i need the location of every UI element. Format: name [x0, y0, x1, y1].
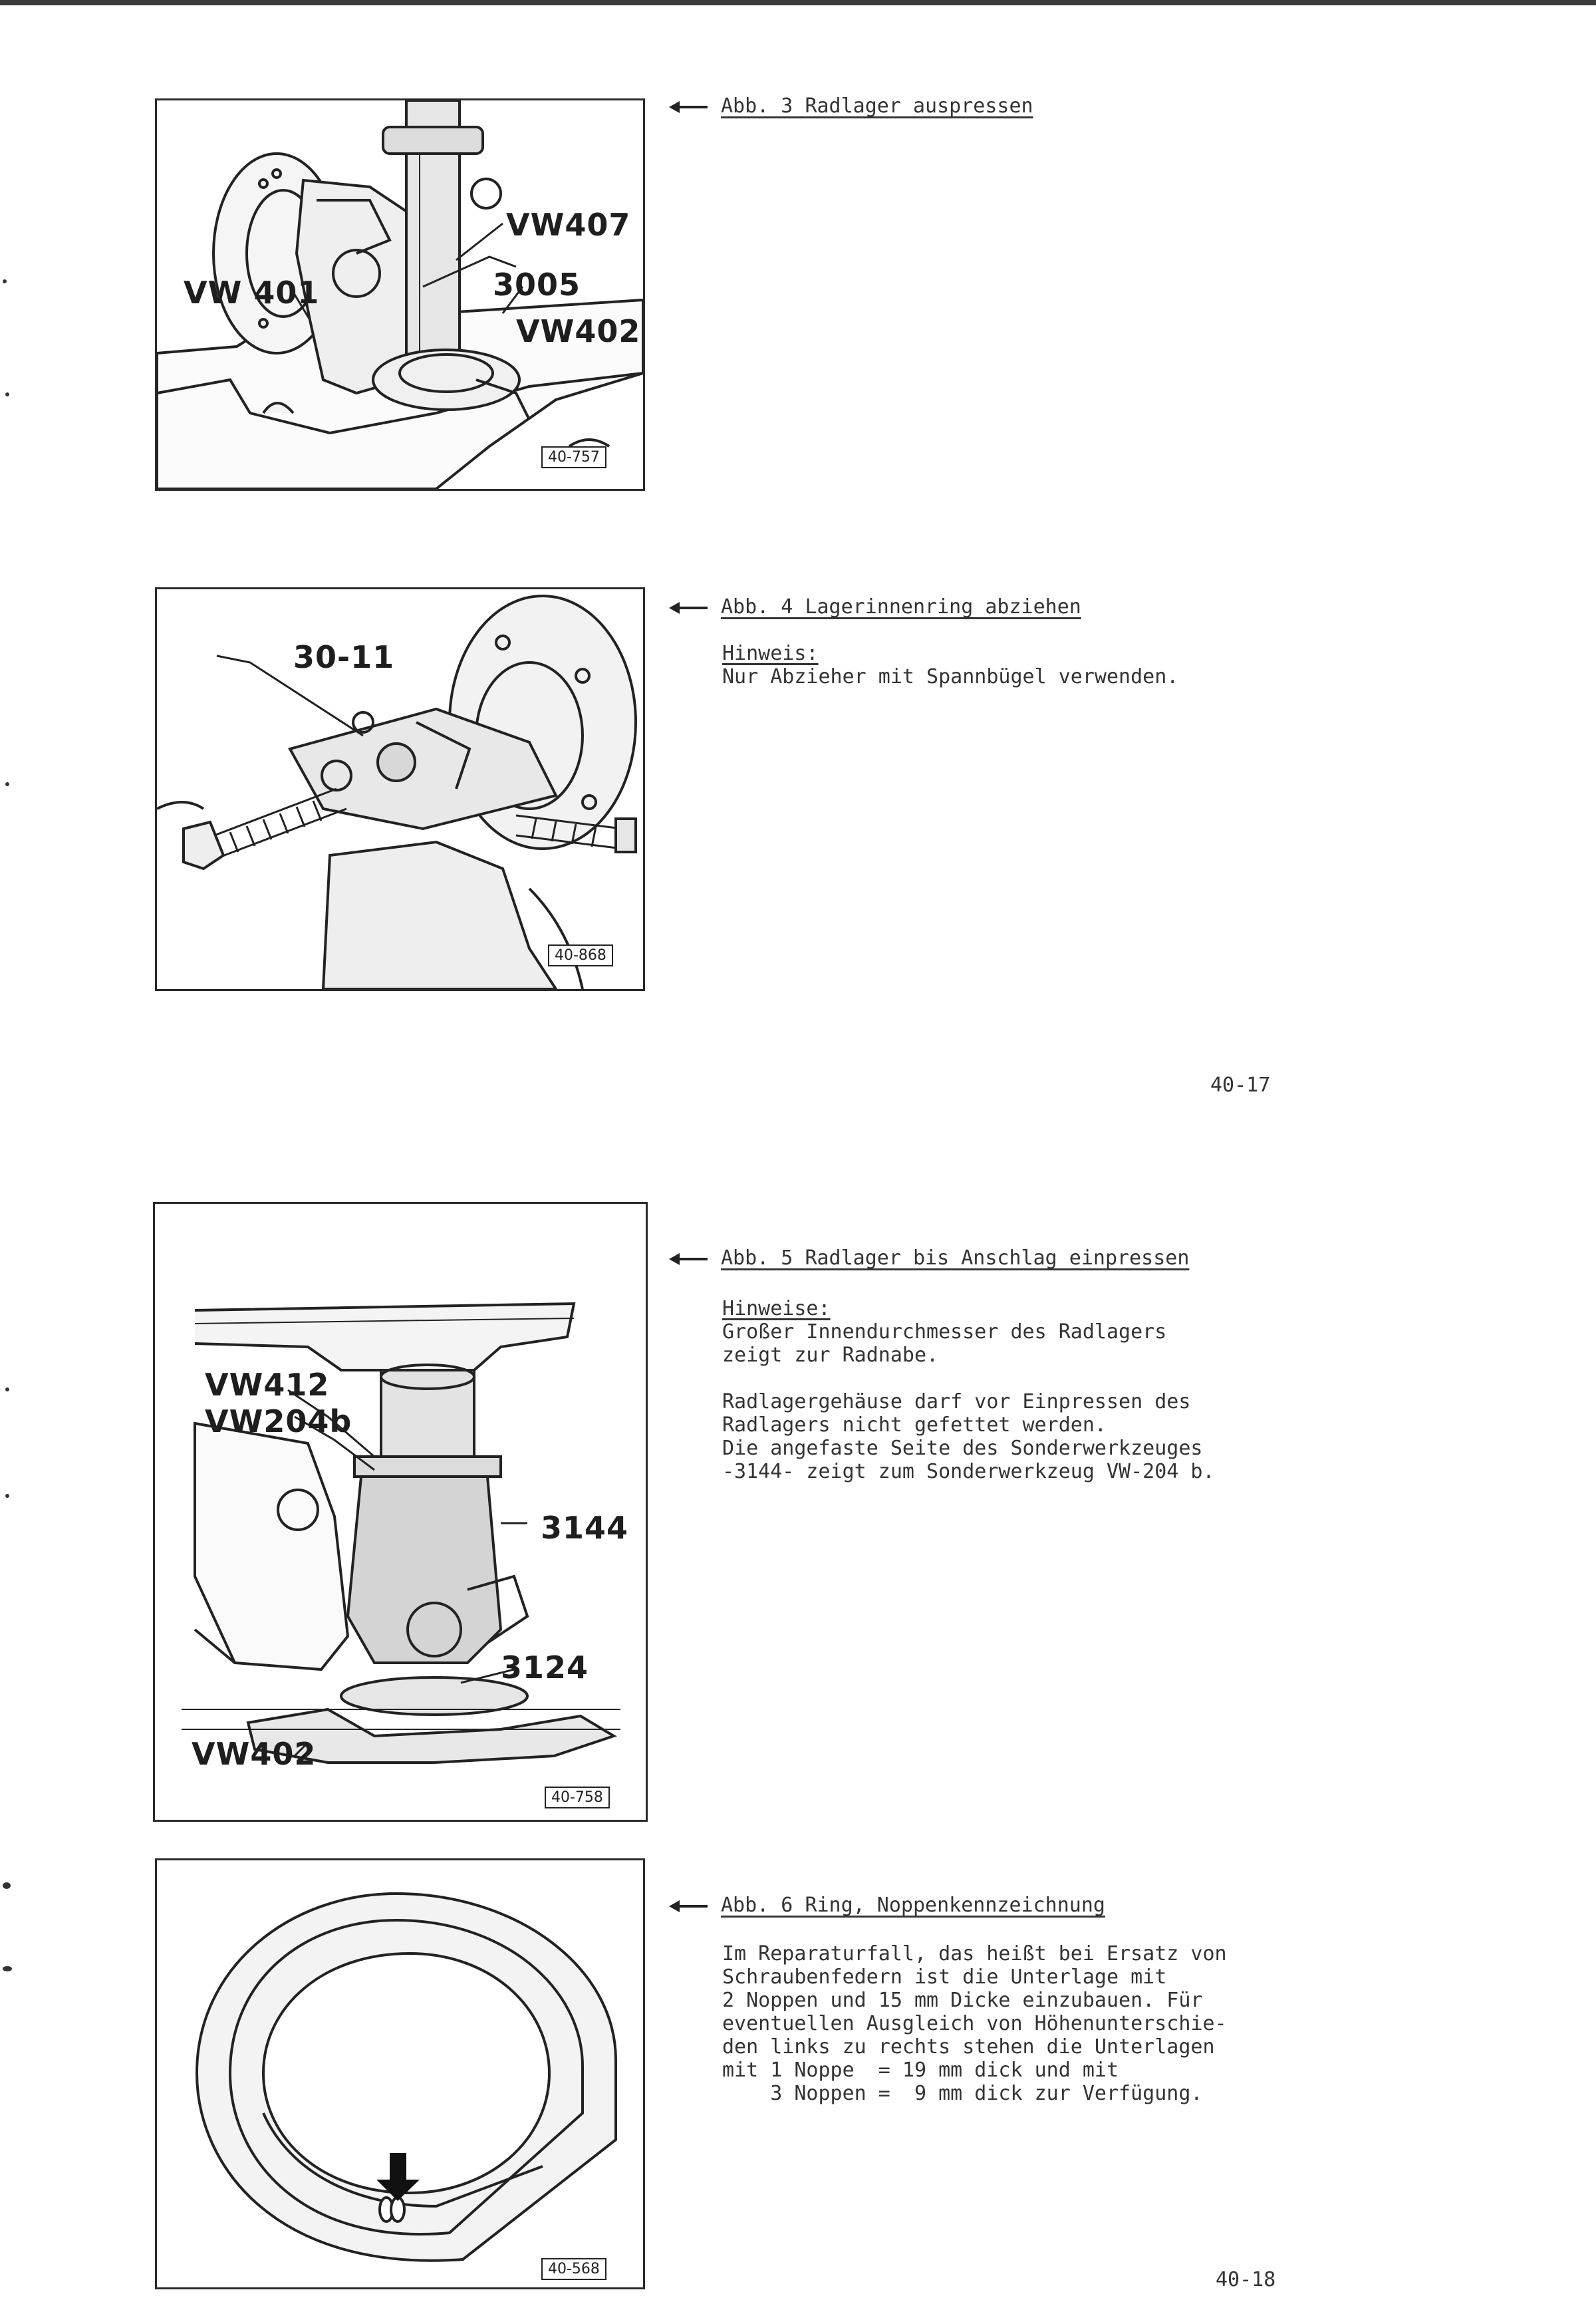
caption-abb-5: Abb. 5 Radlager bis Anschlag einpressen	[677, 1246, 1189, 1270]
callout-vw412: VW412	[205, 1367, 330, 1403]
pointer-arrow-icon	[677, 1258, 708, 1260]
note-text: Nur Abzieher mit Spannbügel verwenden.	[722, 665, 1179, 688]
pointer-arrow-icon	[677, 1905, 708, 1908]
callout-vw402: VW402	[516, 313, 641, 349]
caption-abb-6: Abb. 6 Ring, Noppenkennzeichnung	[677, 1894, 1105, 1917]
page-number: 40-17	[1210, 1074, 1271, 1097]
callout-vw407: VW407	[506, 207, 631, 243]
figure-radlager-auspressen	[155, 98, 645, 491]
scan-speck	[5, 782, 9, 786]
callout-vw402: VW402	[192, 1736, 317, 1772]
caption-abb-4: Abb. 4 Lagerinnenring abziehen	[677, 595, 1081, 619]
figure-number: 40-868	[548, 944, 613, 966]
callout-3124: 3124	[501, 1650, 589, 1685]
pointer-arrow-icon	[677, 607, 708, 609]
figure-radlager-einpressen	[153, 1202, 648, 1822]
callout-3144: 3144	[541, 1510, 629, 1546]
scan-speck	[5, 392, 9, 396]
figure-number: 40-758	[545, 1787, 610, 1808]
scan-speck	[3, 279, 7, 283]
figure-number: 40-757	[541, 446, 606, 468]
figure-number: 40-568	[541, 2258, 606, 2280]
scan-speck	[5, 1387, 9, 1391]
pointer-arrow-icon	[677, 106, 708, 108]
note-heading: Hinweis:	[722, 642, 819, 665]
callout-3005: 3005	[493, 267, 581, 303]
note-abb-4	[722, 642, 1178, 688]
spring-seat-ring-illustration	[157, 1860, 643, 2287]
scan-top-edge	[0, 0, 1596, 5]
page-number: 40-18	[1216, 2268, 1276, 2291]
scan-speck	[3, 1966, 12, 1971]
note-abb-5: Hinweise: Großer Innendurchmesser des Radlagers zeigt zur Radnabe. Radlagergehäuse darf vor Einpressen des Radlagers nicht gefettet werden. Die angefaste Seite des Sonderwerkzeuges -3144- zeigt zum Sonderwerkzeug VW-204 b.	[722, 1297, 1215, 1483]
scan-speck	[3, 1882, 11, 1889]
figure-lagerinnenring-abziehen	[155, 587, 645, 991]
note-abb-6: Im Reparaturfall, das heißt bei Ersatz von Schraubenfedern ist die Unterlage mit 2 Noppen und 15 mm Dicke einzubauen. Für eventuellen Ausgleich von Höhenunterschie- den links zu rechts stehen die Unterlagen mit 1 Noppe = 19 mm dick und mit 3 Noppen = 9 mm dick zur Verfügung.	[722, 1942, 1227, 2105]
callout-vw401: VW 401	[184, 275, 320, 311]
caption-abb-3: Abb. 3 Radlager auspressen	[677, 94, 1033, 118]
note-heading: Hinweise:	[722, 1297, 831, 1320]
figure-ring-noppenkennzeichnung	[155, 1858, 645, 2289]
callout-30-11: 30-11	[293, 639, 395, 675]
scan-speck	[5, 1494, 9, 1498]
puller-tool-illustration	[157, 589, 643, 989]
callout-vw204b: VW204b	[205, 1403, 352, 1439]
